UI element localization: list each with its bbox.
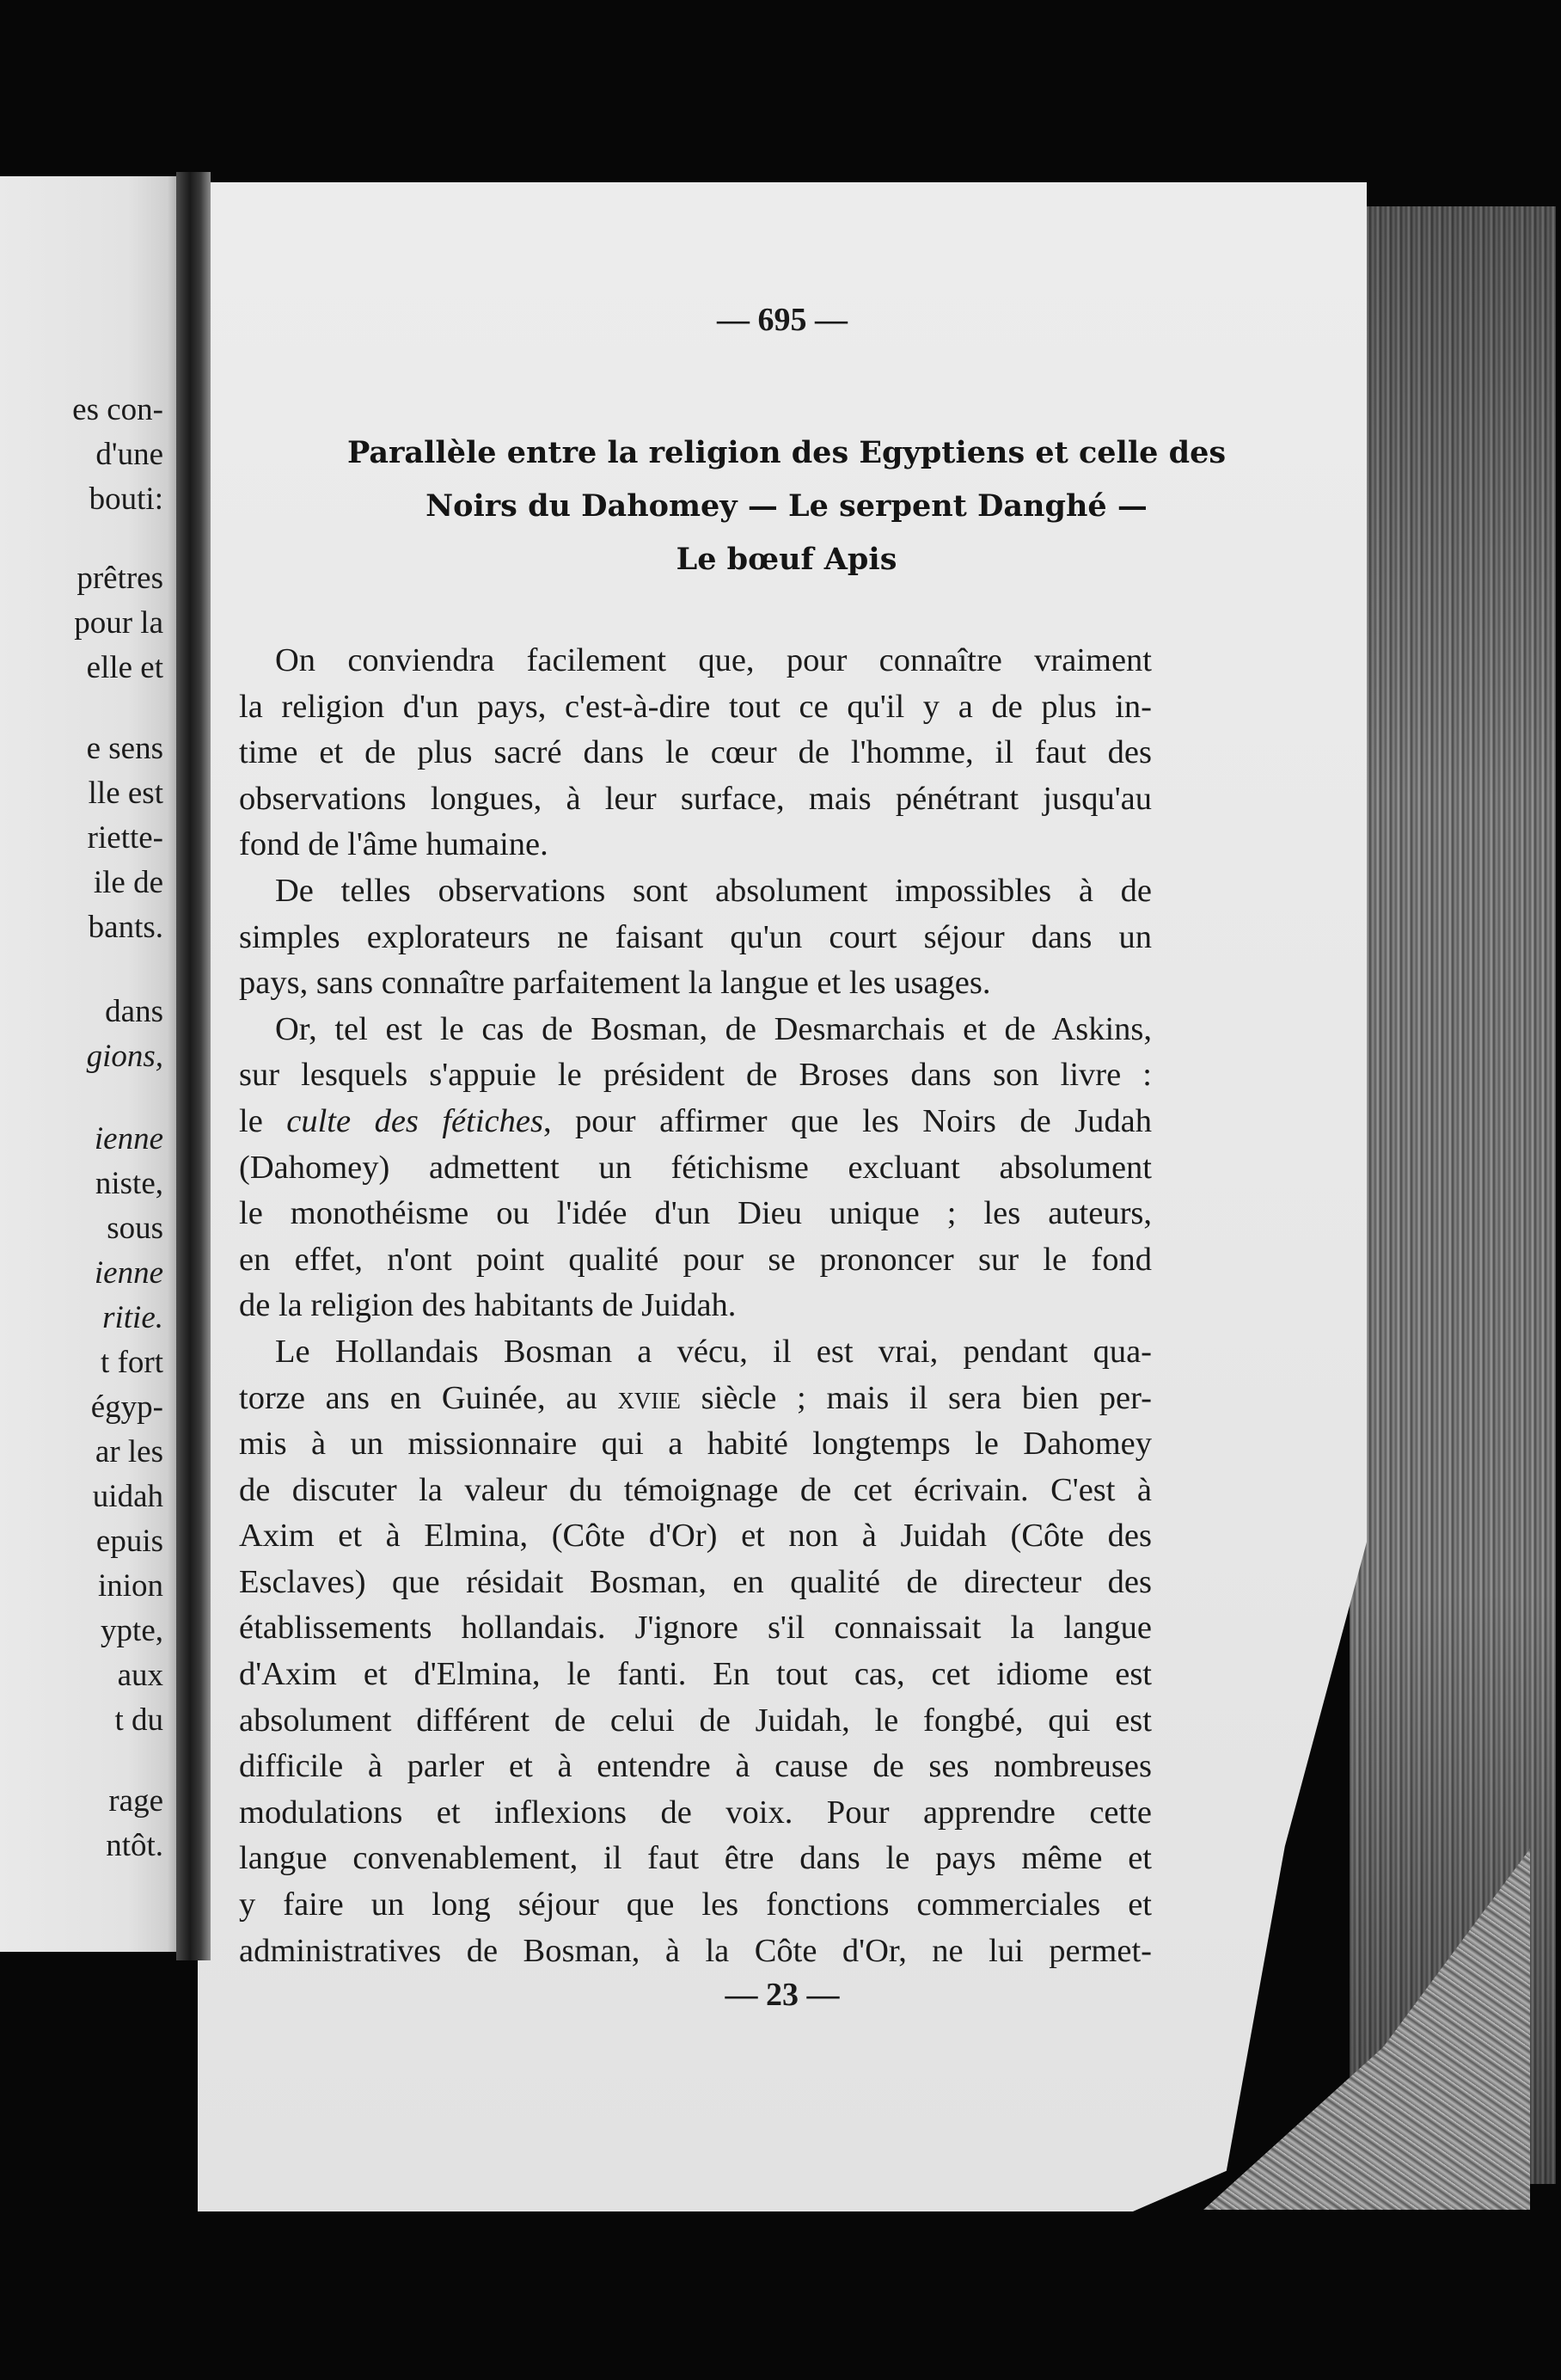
- century-small-caps: xviie: [617, 1379, 681, 1416]
- text-line: sur lesquels s'appuie le président de Broses dans son livre :: [239, 1057, 1152, 1094]
- left-page-fragment: t du: [114, 1702, 163, 1738]
- left-page-fragment: e sens: [86, 731, 163, 766]
- left-page-text-fragments: [0, 176, 172, 1952]
- chapter-heading: [232, 426, 1341, 586]
- left-page-fragment: riette-: [87, 820, 163, 856]
- text-line: On conviendra facilement que, pour connaître vraiment: [275, 642, 1152, 678]
- left-page-fragment: gions,: [86, 1039, 163, 1074]
- text-line: absolument différent de celui de Juidah, le fongbé, qui est: [239, 1702, 1152, 1739]
- book-title-italic: culte des fétiches: [286, 1102, 543, 1139]
- left-page-fragment: elle et: [86, 650, 163, 685]
- text-line: (Dahomey) admettent un fétichisme excluant absolument: [239, 1149, 1152, 1186]
- text-line: Or, tel est le cas de Bosman, de Desmarchais et de Askins,: [275, 1010, 1152, 1047]
- text-run: torze ans en Guinée, au: [239, 1379, 618, 1416]
- left-page-fragment: ile de: [93, 865, 163, 900]
- left-page-fragment: égyp-: [90, 1389, 163, 1425]
- text-line: y faire un long séjour que les fonctions commerciales et: [239, 1886, 1152, 1923]
- heading-line: Le bœuf Apis: [676, 542, 897, 577]
- left-page-fragment: bants.: [88, 910, 163, 945]
- left-page-fragment: ritie.: [102, 1300, 163, 1335]
- left-page-fragment: rage: [108, 1783, 163, 1819]
- text-line: pays, sans connaître parfaitement la langue et les usages.: [239, 965, 991, 1002]
- left-page-fragment: dans: [105, 994, 163, 1029]
- page-number-top: — 695 —: [717, 302, 848, 338]
- left-page-fragment: prêtres: [77, 561, 163, 596]
- left-page-fragment: epuis: [95, 1524, 163, 1559]
- text-line: administratives de Bosman, à la Côte d'Or, ne lui permet-: [239, 1932, 1152, 1969]
- left-page-fragment: niste,: [95, 1166, 163, 1201]
- left-page-fragment: ienne: [94, 1121, 163, 1156]
- left-page-fragment: ntôt.: [106, 1828, 163, 1863]
- text-line: en effet, n'ont point qualité pour se prononcer sur le fond: [239, 1241, 1152, 1278]
- heading-line: Parallèle entre la religion des Egyptiens et celle des: [346, 435, 1227, 470]
- left-page-fragment: sous: [107, 1211, 163, 1246]
- left-page-fragment: aux: [117, 1658, 163, 1693]
- text-line: time et de plus sacré dans le cœur de l'homme, il faut des: [239, 734, 1152, 771]
- left-page-fragment: lle est: [88, 776, 163, 811]
- text-line: établissements hollandais. J'ignore s'il connaissait la langue: [239, 1610, 1152, 1647]
- left-page-fragment: t fort: [101, 1345, 163, 1380]
- text-line: de discuter la valeur du témoignage de cet écrivain. C'est à: [239, 1471, 1152, 1508]
- text-line: [239, 1376, 1152, 1422]
- heading-line: Noirs du Dahomey — Le serpent Danghé —: [425, 488, 1148, 524]
- text-line: fond de l'âme humaine.: [239, 826, 548, 863]
- text-line: simples explorateurs ne faisant qu'un court séjour dans un: [239, 918, 1152, 955]
- text-line: langue convenablement, il faut être dans le pays même et: [239, 1840, 1152, 1877]
- text-line: de la religion des habitants de Juidah.: [239, 1287, 737, 1324]
- left-page-fragment: inion: [97, 1568, 163, 1604]
- left-page-fragment: bouti:: [89, 482, 163, 517]
- left-page-fragment: es con-: [72, 392, 163, 427]
- text-line: difficile à parler et à entendre à cause de ses nombreuses: [239, 1748, 1152, 1785]
- text-line: De telles observations sont absolument impossibles à de: [275, 872, 1152, 909]
- text-line: d'Axim et d'Elmina, le fanti. En tout cas, cet idiome est: [239, 1656, 1152, 1693]
- text-line: la religion d'un pays, c'est-à-dire tout ce qu'il y a de plus in-: [239, 688, 1152, 725]
- text-line: [239, 1099, 1152, 1145]
- text-run: le: [239, 1102, 287, 1139]
- left-page-fragment: pour la: [74, 605, 163, 641]
- text-line: Le Hollandais Bosman a vécu, il est vrai, pendant qua-: [275, 1333, 1152, 1370]
- text-line: mis à un missionnaire qui a habité longtemps le Dahomey: [239, 1426, 1152, 1463]
- left-facing-page: [0, 176, 182, 1952]
- text-run: , pour affirmer que les Noirs de Judah: [542, 1102, 1152, 1139]
- body-text: [239, 638, 1152, 1974]
- left-page-fragment: ar les: [95, 1434, 163, 1469]
- text-line: Axim et à Elmina, (Côte d'Or) et non à Juidah (Côte des: [239, 1518, 1152, 1555]
- left-page-fragment: ypte,: [101, 1613, 163, 1648]
- text-line: modulations et inflexions de voix. Pour apprendre cette: [239, 1794, 1152, 1831]
- book-gutter: [176, 172, 211, 1960]
- text-line: Esclaves) que résidait Bosman, en qualité de directeur des: [239, 1563, 1152, 1600]
- left-page-fragment: d'une: [95, 437, 163, 472]
- text-line: observations longues, à leur surface, mais pénétrant jusqu'au: [239, 780, 1152, 817]
- text-run: siècle ; mais il sera bien per-: [680, 1379, 1152, 1416]
- left-page-fragment: uidah: [92, 1479, 163, 1514]
- page-number-bottom: — 23 —: [725, 1977, 840, 2013]
- text-line: le monothéisme ou l'idée d'un Dieu unique ; les auteurs,: [239, 1195, 1152, 1232]
- left-page-fragment: ienne: [94, 1255, 163, 1291]
